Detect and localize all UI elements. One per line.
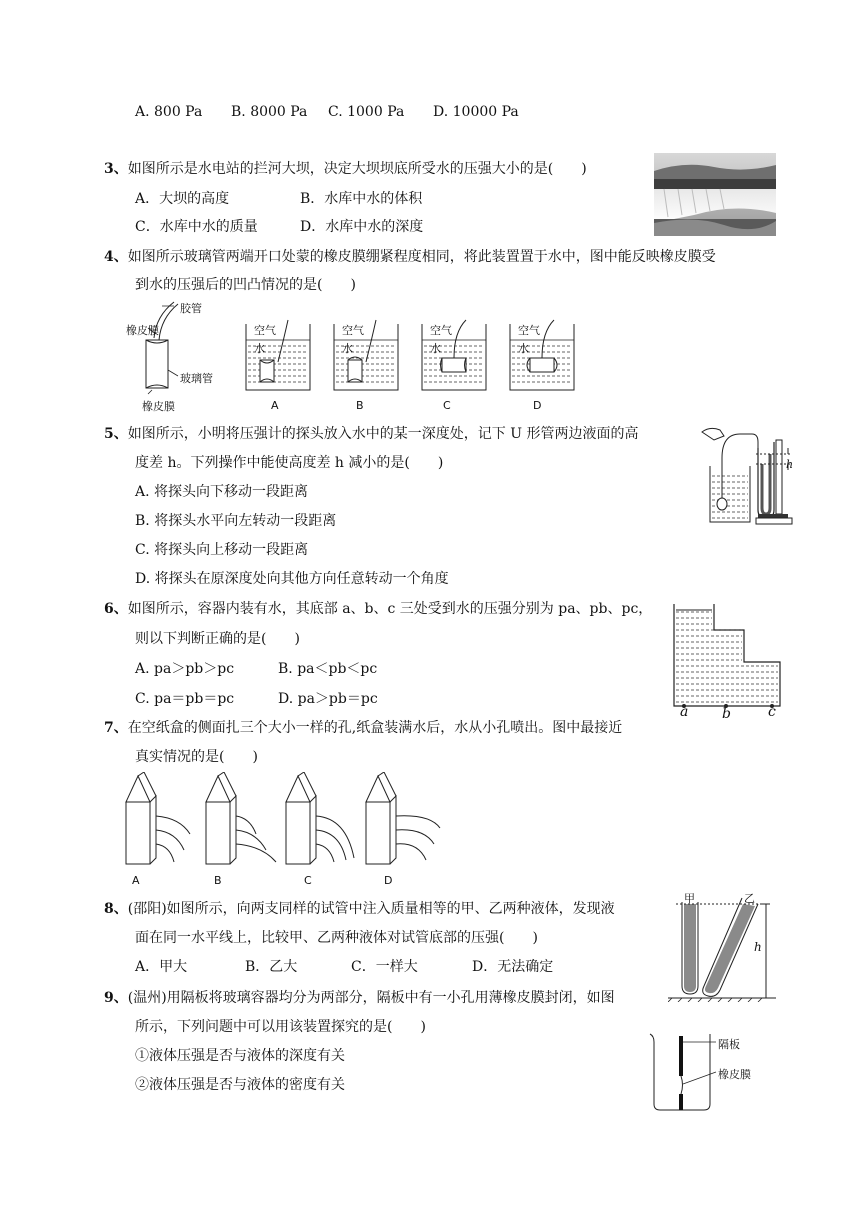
q6-option-a: A. pa＞pb＞pc (135, 661, 235, 677)
q3-option-c: C．水库中水的质量 (135, 219, 258, 235)
q6-number: 6、 (104, 601, 128, 617)
q8-number: 8、 (104, 901, 128, 917)
q5-option-a: A. 将探头向下移动一段距离 (135, 484, 309, 500)
q4-choice-a: A (271, 399, 279, 412)
q7-stem-line1 (104, 717, 622, 737)
q3-option-a: A．大坝的高度 (135, 191, 230, 207)
q4-apparatus-figure (126, 296, 236, 414)
label-air: 空气 (254, 324, 276, 337)
q3-stem (104, 158, 587, 178)
q4-choice-c: C (443, 399, 451, 412)
label-water: 水 (342, 342, 353, 355)
label-h: h (754, 940, 762, 954)
q3-option-b: B．水库中水的体积 (300, 191, 423, 207)
q8-stem-text1: (邵阳)如图所示，向两支同样的试管中注入质量相等的甲、乙两种液体，发现液 (127, 901, 615, 917)
label-air: 空气 (342, 324, 364, 337)
q9-number: 9、 (104, 990, 128, 1006)
carton-d (366, 772, 440, 864)
q4-stem-text1: 如图所示玻璃管两端开口处蒙的橡皮膜绷紧程度相同，将此装置置于水中，图中能反映橡皮膜受 (127, 249, 716, 265)
q5-option-c: C. 将探头向上移动一段距离 (135, 542, 309, 558)
q6-stem-text1: 如图所示，容器内装有水，其底部 a、b、c 三处受到水的压强分别为 pa、pb、pc， (127, 601, 653, 617)
carton-a (126, 772, 190, 864)
label-partition: 隔板 (718, 1038, 740, 1051)
carton-c (286, 772, 354, 864)
q8-option-a: A．甲大 (135, 959, 188, 975)
q7-stem-text1: 在空纸盒的侧面扎三个大小一样的孔,纸盒装满水后，水从小孔喷出。图中最接近 (127, 720, 623, 736)
q9-item-1: ①液体压强是否与液体的深度有关 (135, 1048, 345, 1064)
label-jia: 甲 (684, 892, 695, 905)
q2-option-b: B. 8000 Pa (231, 104, 308, 120)
point-a: a (680, 704, 689, 720)
q6-container-figure (668, 600, 786, 722)
point-b: b (722, 706, 731, 722)
q8-stem-line2: 面在同一水平线上，比较甲、乙两种液体对试管底部的压强( ) (135, 930, 538, 946)
q9-stem-line1 (104, 987, 615, 1007)
carton-b (206, 772, 276, 864)
q4-choice-b: B (356, 399, 364, 412)
q4-beaker-b (332, 318, 400, 392)
q7-choice-b: B (214, 874, 222, 887)
q7-cartons-figure (120, 772, 450, 887)
label-membrane: 橡皮膜 (718, 1068, 751, 1081)
q6-stem-line1 (104, 598, 652, 618)
q5-pressure-gauge-figure (700, 418, 800, 526)
label-air: 空气 (430, 324, 452, 337)
q6-option-c: C. pa＝pb＝pc (135, 691, 235, 707)
q5-option-b: B. 将探头水平向左转动一段距离 (135, 513, 337, 529)
q4-stem-line1 (104, 246, 716, 266)
q7-stem-line2: 真实情况的是( ) (135, 749, 258, 765)
q4-choice-d: D (533, 399, 542, 412)
label-water: 水 (430, 342, 441, 355)
q9-item-2: ②液体压强是否与液体的密度有关 (135, 1077, 345, 1093)
label-h: h (786, 458, 794, 471)
q8-option-c: C．一样大 (351, 959, 418, 975)
label-yi: 乙 (744, 892, 755, 905)
q8-stem-line1 (104, 898, 615, 918)
q9-stem-text1: (温州)用隔板将玻璃容器均分为两部分，隔板中有一小孔用薄橡皮膜封闭，如图 (127, 990, 615, 1006)
label-tube: 胶管 (180, 302, 202, 315)
label-membrane-top: 橡皮膜 (126, 324, 159, 337)
q2-option-a: A. 800 Pa (135, 104, 203, 120)
label-air: 空气 (518, 324, 540, 337)
q8-option-d: D．无法确定 (472, 959, 554, 975)
q5-stem-line1 (104, 423, 638, 443)
label-water: 水 (254, 342, 265, 355)
q7-choice-a: A (132, 874, 140, 887)
q4-beaker-c (420, 318, 488, 392)
q4-beaker-d (508, 318, 576, 392)
q5-option-d: D. 将探头在原深度处向其他方向任意转动一个角度 (135, 571, 449, 587)
q6-stem-line2: 则以下判断正确的是( ) (135, 631, 300, 647)
q9-stem-line2: 所示，下列问题中可以用该装置探究的是( ) (135, 1019, 426, 1035)
q8-test-tubes-figure (668, 890, 784, 1002)
q3-number: 3、 (104, 161, 128, 177)
q7-choice-d: D (384, 874, 393, 887)
dam-photo (654, 153, 776, 236)
q7-number: 7、 (104, 720, 128, 736)
label-water: 水 (518, 342, 529, 355)
q5-number: 5、 (104, 426, 128, 442)
q4-number: 4、 (104, 249, 128, 265)
q2-option-c: C. 1000 Pa (328, 104, 405, 120)
label-glass-tube: 玻璃管 (180, 372, 213, 385)
q6-option-d: D. pa＞pb＝pc (278, 691, 378, 707)
q5-stem-text1: 如图所示，小明将压强计的探头放入水中的某一深度处，记下 U 形管两边液面的高 (127, 426, 639, 442)
q5-stem-line2: 度差 h。下列操作中能使高度差 h 减小的是( ) (135, 455, 444, 471)
q6-option-b: B. pa＜pb＜pc (278, 661, 378, 677)
q7-choice-c: C (304, 874, 312, 887)
point-c: c (768, 704, 776, 720)
q2-option-d: D. 10000 Pa (433, 104, 519, 120)
q3-stem-text: 如图所示是水电站的拦河大坝，决定大坝坝底所受水的压强大小的是( ) (127, 161, 587, 177)
q9-partition-container-figure (646, 1030, 776, 1114)
q4-stem-line2: 到水的压强后的凹凸情况的是( ) (135, 277, 356, 293)
q8-option-b: B．乙大 (245, 959, 298, 975)
q3-option-d: D．水库中水的深度 (300, 219, 424, 235)
q4-beaker-a (244, 318, 312, 392)
label-membrane-bottom: 橡皮膜 (142, 400, 175, 413)
